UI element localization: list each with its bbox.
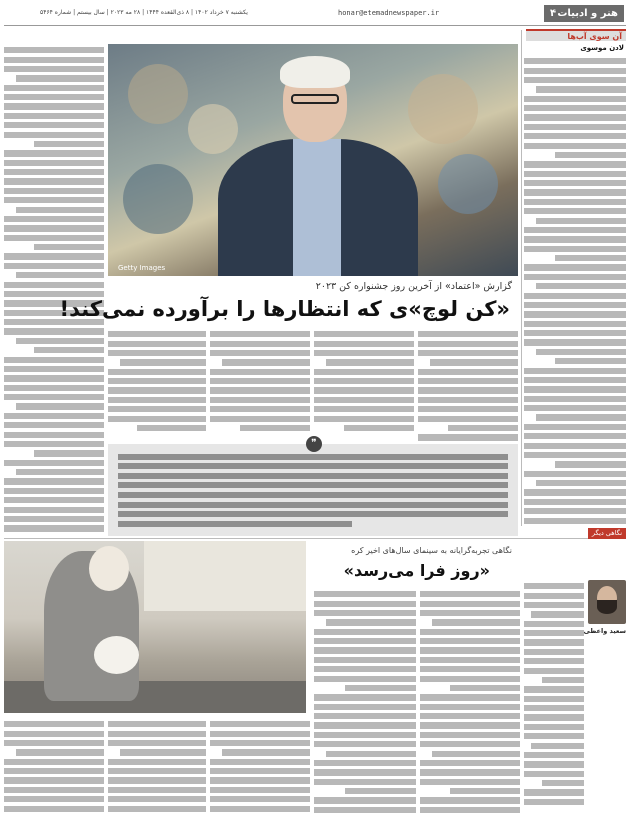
text-line — [4, 385, 104, 391]
text-line — [16, 75, 104, 81]
header-rule — [4, 25, 626, 26]
text-line — [4, 113, 104, 119]
text-line — [210, 378, 310, 384]
text-line — [34, 450, 104, 456]
text-line — [4, 516, 104, 522]
text-line — [314, 694, 416, 700]
second-article-author: سعید واعظی — [583, 627, 626, 635]
text-line — [4, 394, 104, 400]
text-line — [16, 338, 104, 344]
text-line — [314, 387, 414, 393]
text-line — [524, 96, 626, 102]
text-line — [536, 86, 626, 92]
text-line — [4, 197, 104, 203]
text-line — [524, 649, 584, 655]
text-line — [326, 359, 414, 365]
text-line — [524, 339, 626, 345]
text-line — [555, 461, 626, 467]
text-line — [524, 293, 626, 299]
main-left-column-text — [4, 44, 104, 536]
text-line — [4, 188, 104, 194]
text-line — [16, 207, 104, 213]
text-line — [524, 705, 584, 711]
text-line — [137, 425, 206, 431]
text-line — [4, 413, 104, 419]
text-line — [420, 779, 520, 785]
text-line — [4, 47, 104, 53]
text-line — [108, 387, 206, 393]
text-line — [34, 244, 104, 250]
text-line — [314, 657, 416, 663]
text-line — [4, 132, 104, 138]
text-line — [108, 721, 206, 727]
text-line — [524, 124, 626, 130]
text-line — [524, 714, 584, 720]
text-line — [16, 469, 104, 475]
text-line — [450, 788, 520, 794]
main-body-column-2 — [314, 328, 414, 440]
sidebar-text — [524, 55, 626, 525]
text-line — [418, 397, 518, 403]
text-line — [4, 103, 104, 109]
text-line — [524, 471, 626, 477]
text-line — [524, 433, 626, 439]
text-line — [108, 341, 206, 347]
text-line — [524, 133, 626, 139]
text-line — [418, 387, 518, 393]
text-line — [314, 331, 414, 337]
text-line — [420, 638, 520, 644]
text-line — [4, 66, 104, 72]
text-line — [531, 611, 584, 617]
quote-icon: ❞ — [306, 436, 322, 452]
text-line — [4, 460, 104, 466]
text-line — [524, 68, 626, 74]
text-line — [420, 769, 520, 775]
text-line — [210, 331, 310, 337]
text-line — [524, 274, 626, 280]
second-article-headline: «روز فرا می‌رسد» — [343, 561, 490, 580]
text-line — [418, 341, 518, 347]
text-line — [531, 743, 584, 749]
text-line — [524, 227, 626, 233]
text-line — [4, 432, 104, 438]
text-line — [420, 732, 520, 738]
text-line — [108, 731, 206, 737]
main-body-column-3 — [210, 328, 310, 440]
sidebar-author: لادن موسوی — [580, 44, 624, 52]
text-line — [210, 416, 310, 422]
text-line — [4, 263, 104, 269]
text-line — [210, 341, 310, 347]
text-line — [536, 218, 626, 224]
section-divider — [4, 538, 626, 539]
text-line — [210, 759, 310, 765]
text-line — [108, 406, 206, 412]
text-line — [524, 189, 626, 195]
text-line — [524, 508, 626, 514]
text-line — [210, 406, 310, 412]
text-line — [108, 759, 206, 765]
text-line — [418, 369, 518, 375]
text-line — [524, 368, 626, 374]
text-line — [524, 761, 584, 767]
text-line — [524, 321, 626, 327]
text-line — [314, 666, 416, 672]
text-line — [314, 341, 414, 347]
text-line — [4, 328, 104, 334]
text-line — [210, 806, 310, 812]
text-line — [418, 416, 518, 422]
text-line — [524, 789, 584, 795]
text-line — [326, 619, 416, 625]
text-line — [524, 105, 626, 111]
text-line — [4, 422, 104, 428]
text-line — [16, 403, 104, 409]
text-line — [314, 741, 416, 747]
text-line — [524, 621, 584, 627]
main-body-column-4 — [108, 328, 206, 440]
text-line — [4, 488, 104, 494]
text-line — [524, 377, 626, 383]
text-line — [108, 777, 206, 783]
text-line — [420, 657, 520, 663]
text-line — [4, 225, 104, 231]
text-line — [108, 350, 206, 356]
text-line — [314, 591, 416, 597]
text-line — [4, 178, 104, 184]
text-line — [524, 311, 626, 317]
second-article-column-6 — [4, 718, 104, 814]
text-line — [120, 749, 206, 755]
text-line — [4, 507, 104, 513]
text-line — [210, 768, 310, 774]
text-line — [222, 749, 310, 755]
text-line — [314, 397, 414, 403]
text-line — [418, 331, 518, 337]
text-line — [420, 807, 520, 813]
text-line — [524, 724, 584, 730]
text-line — [536, 414, 626, 420]
text-line — [4, 721, 104, 727]
text-line — [240, 425, 310, 431]
text-line — [108, 416, 206, 422]
text-line — [210, 787, 310, 793]
text-line — [524, 302, 626, 308]
text-line — [524, 799, 584, 805]
text-line — [210, 721, 310, 727]
text-line — [4, 357, 104, 363]
text-line — [314, 676, 416, 682]
text-line — [524, 686, 584, 692]
text-line — [524, 668, 584, 674]
text-line — [4, 759, 104, 765]
text-line — [314, 406, 414, 412]
text-line — [524, 733, 584, 739]
text-line — [524, 114, 626, 120]
text-line — [524, 246, 626, 252]
text-line — [524, 208, 626, 214]
text-line — [420, 797, 520, 803]
text-line — [4, 731, 104, 737]
text-line — [34, 347, 104, 353]
text-line — [430, 359, 518, 365]
text-line — [420, 741, 520, 747]
text-line — [4, 160, 104, 166]
second-article-column-4 — [210, 718, 310, 814]
text-line — [108, 787, 206, 793]
text-line — [4, 740, 104, 746]
text-line — [420, 713, 520, 719]
text-line — [524, 396, 626, 402]
text-line — [524, 180, 626, 186]
text-line — [524, 143, 626, 149]
text-line — [420, 694, 520, 700]
text-line — [314, 713, 416, 719]
text-line — [314, 629, 416, 635]
text-line — [420, 676, 520, 682]
text-line — [108, 740, 206, 746]
second-article-column-1 — [524, 580, 584, 812]
text-line — [420, 666, 520, 672]
text-line — [4, 85, 104, 91]
column-divider — [521, 30, 522, 526]
text-line — [314, 722, 416, 728]
quote-line — [118, 502, 508, 508]
text-line — [314, 779, 416, 785]
text-line — [524, 77, 626, 83]
section-header-box — [544, 5, 624, 22]
text-line — [108, 378, 206, 384]
text-line — [524, 752, 584, 758]
section-label-2: نگاهی دیگر — [588, 528, 626, 539]
text-line — [314, 350, 414, 356]
photo-credit: Getty Images — [118, 264, 166, 272]
text-line — [4, 235, 104, 241]
text-line — [420, 601, 520, 607]
text-line — [420, 610, 520, 616]
text-line — [536, 480, 626, 486]
text-line — [524, 639, 584, 645]
text-line — [314, 760, 416, 766]
text-line — [314, 369, 414, 375]
text-line — [524, 161, 626, 167]
text-line — [108, 369, 206, 375]
text-line — [314, 638, 416, 644]
article-headline: «کن لوچ»ی که انتظارها را برآورده نمی‌کند! — [59, 297, 510, 321]
quote-line — [118, 454, 508, 460]
text-line — [555, 255, 626, 261]
text-line — [314, 797, 416, 803]
text-line — [432, 751, 520, 757]
text-line — [345, 685, 416, 691]
text-line — [4, 768, 104, 774]
text-line — [120, 359, 206, 365]
text-line — [108, 796, 206, 802]
text-line — [210, 387, 310, 393]
text-line — [222, 359, 310, 365]
text-line — [450, 685, 520, 691]
text-line — [420, 704, 520, 710]
text-line — [524, 658, 584, 664]
text-line — [314, 378, 414, 384]
text-line — [210, 740, 310, 746]
text-line — [524, 386, 626, 392]
text-line — [420, 760, 520, 766]
text-line — [108, 331, 206, 337]
text-line — [524, 583, 584, 589]
quote-line — [118, 511, 508, 517]
text-line — [344, 425, 414, 431]
text-line — [555, 152, 626, 158]
text-line — [524, 330, 626, 336]
text-line — [524, 171, 626, 177]
text-line — [448, 425, 518, 431]
text-line — [4, 777, 104, 783]
quote-line — [118, 492, 508, 498]
text-line — [524, 630, 584, 636]
text-line — [524, 58, 626, 64]
text-line — [524, 405, 626, 411]
second-article-column-5 — [108, 718, 206, 814]
text-line — [4, 806, 104, 812]
text-line — [210, 350, 310, 356]
author-avatar — [588, 580, 626, 624]
second-article-kicker: نگاهی تجربه‌گرایانه به سینمای سال‌های اخیر کره — [351, 546, 512, 555]
text-line — [4, 796, 104, 802]
text-line — [524, 443, 626, 449]
second-article-column-2 — [420, 588, 520, 814]
text-line — [314, 416, 414, 422]
text-line — [314, 807, 416, 813]
text-line — [524, 489, 626, 495]
text-line — [542, 780, 584, 786]
text-line — [4, 525, 104, 531]
text-line — [4, 366, 104, 372]
page-number: ۴ — [550, 8, 557, 19]
text-line — [524, 199, 626, 205]
text-line — [418, 378, 518, 384]
text-line — [4, 94, 104, 100]
sidebar-label: آن سوی آب‌ها — [526, 29, 626, 41]
text-line — [210, 369, 310, 375]
quote-line — [118, 521, 352, 527]
text-line — [16, 749, 104, 755]
text-line — [420, 647, 520, 653]
text-line — [108, 806, 206, 812]
text-line — [420, 591, 520, 597]
section-title: هنر و ادبیات — [557, 8, 618, 19]
text-line — [420, 722, 520, 728]
text-line — [4, 497, 104, 503]
text-line — [524, 424, 626, 430]
text-line — [524, 452, 626, 458]
text-line — [4, 282, 104, 288]
text-line — [4, 150, 104, 156]
text-line — [108, 768, 206, 774]
text-line — [536, 349, 626, 355]
text-line — [210, 397, 310, 403]
text-line — [108, 397, 206, 403]
text-line — [524, 518, 626, 524]
text-line — [536, 283, 626, 289]
text-line — [210, 777, 310, 783]
text-line — [418, 434, 518, 440]
text-line — [542, 677, 584, 683]
text-line — [345, 788, 416, 794]
text-line — [314, 769, 416, 775]
quote-line — [118, 482, 508, 488]
text-line — [4, 253, 104, 259]
dateline: یکشنبه ۷ خرداد ۱۴۰۲ | ۸ ذی‌القعده ۱۴۴۴ | ۲۸ مه ۲۰۲۳ | سال بیستم | شماره ۵۴۶۴ — [40, 9, 248, 16]
text-line — [418, 406, 518, 412]
main-photo — [108, 44, 518, 276]
text-line — [4, 787, 104, 793]
pull-quote-box — [108, 438, 518, 536]
section-email[interactable]: honar@etemadnewspaper.ir — [338, 9, 440, 17]
text-line — [420, 629, 520, 635]
text-line — [4, 122, 104, 128]
text-line — [314, 704, 416, 710]
second-article-column-3 — [314, 588, 416, 814]
text-line — [4, 375, 104, 381]
text-line — [4, 478, 104, 484]
text-line — [210, 731, 310, 737]
text-line — [4, 57, 104, 63]
text-line — [314, 610, 416, 616]
text-line — [524, 771, 584, 777]
text-line — [4, 216, 104, 222]
text-line — [524, 499, 626, 505]
article-kicker: گزارش «اعتماد» از آخرین روز جشنواره کن ۲۰۲۳ — [315, 281, 512, 292]
text-line — [314, 732, 416, 738]
text-line — [4, 169, 104, 175]
text-line — [524, 264, 626, 270]
text-line — [210, 796, 310, 802]
text-line — [326, 751, 416, 757]
quote-line — [118, 463, 508, 469]
text-line — [4, 441, 104, 447]
text-line — [34, 141, 104, 147]
second-article-photo — [4, 541, 306, 713]
text-line — [555, 358, 626, 364]
text-line — [524, 236, 626, 242]
text-line — [524, 602, 584, 608]
text-line — [314, 601, 416, 607]
text-line — [524, 593, 584, 599]
text-line — [418, 350, 518, 356]
text-line — [432, 619, 520, 625]
text-line — [314, 647, 416, 653]
text-line — [16, 272, 104, 278]
quote-line — [118, 473, 508, 479]
text-line — [524, 696, 584, 702]
